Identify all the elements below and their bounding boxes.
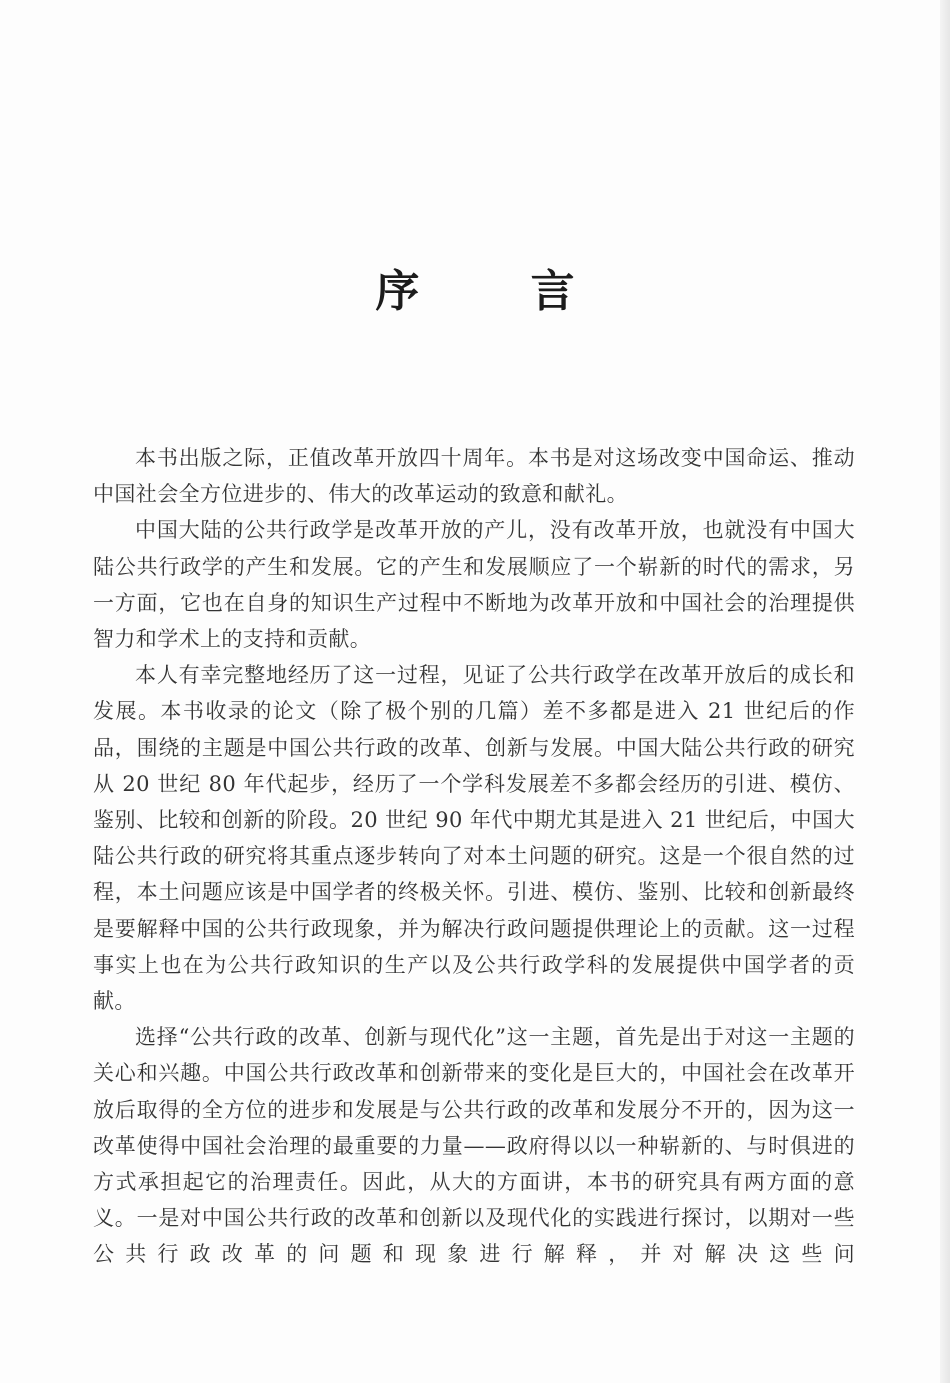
body-text: [93, 440, 855, 1273]
page-title: 序 言: [375, 266, 623, 317]
paragraph-1: 本书出版之际，正值改革开放四十周年。本书是对这场改变中国命运、推动中国社会全方位进步的、伟大的改革运动的致意和献礼。: [93, 446, 855, 507]
page-edge-shadow: [940, 0, 950, 1383]
paragraph-3: 本人有幸完整地经历了这一过程，见证了公共行政学在改革开放后的成长和发展。本书收录的论文（除了极个别的几篇）差不多都是进入 21 世纪后的作品，围绕的主题是中国公共行政的改革、创新与发展。中国大陆公共行政的研究从 20 世纪 80 年代起步，经历了一个学科发展差不多都会经历的引进、模仿、鉴别、比较和创新的阶段。20 世纪 90 年代中期尤其是进入 21 世纪后，中国大陆公共行政的研究将其重点逐步转向了对本土问题的研究。这是一个很自然的过程，本土问题应该是中国学者的终极关怀。引进、模仿、鉴别、比较和创新最终是要解释中国的公共行政现象，并为解决行政问题提供理论上的贡献。这一过程事实上也在为公共行政知识的生产以及公共行政学科的发展提供中国学者的贡献。: [93, 663, 855, 1014]
paragraph-4: 选择“公共行政的改革、创新与现代化”这一主题，首先是出于对这一主题的关心和兴趣。中国公共行政改革和创新带来的变化是巨大的，中国社会在改革开放后取得的全方位的进步和发展是与公共行政的改革和发展分不开的，因为这一改革使得中国社会治理的最重要的力量——政府得以以一种崭新的、与时俱进的方式承担起它的治理责任。因此，从大的方面讲，本书的研究具有两方面的意义。一是对中国公共行政的改革和创新以及现代化的实践进行探讨，以期对一些公共行政改革的问题和现象进行解释，并对解决这些问: [93, 1025, 855, 1267]
paragraph-2: 中国大陆的公共行政学是改革开放的产儿，没有改革开放，也就没有中国大陆公共行政学的产生和发展。它的产生和发展顺应了一个崭新的时代的需求，另一方面，它也在自身的知识生产过程中不断地为改革开放和中国社会的治理提供智力和学术上的支持和贡献。: [93, 518, 855, 652]
